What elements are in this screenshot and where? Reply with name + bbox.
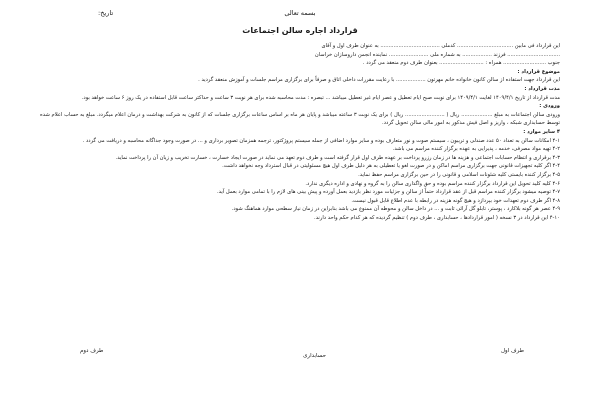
clause-item: ۴-۷ توصیه میشود برگزار کننده مراسم قبل از عقد قرارداد حتماً از سالن و جزئیات مورد نظر بازدید بعمل آورده و پیش بینی های لازم را با تمامی موارد بعمل آید.: [217, 189, 560, 196]
duration-text: مدت قرارداد از تاریخ ۱۴۰۹/۴/۱ لغایت ۱۴۰۹/۴/۱ برای نوبت صبح ایام تعطیل و عصر ایام غیر تعطیل میباشد ... تبصره : مدت محاسبه شده برای هر نوبت ۳ ساعت و حداکثر ساعت قابل استفاده در یک روز ۶ ساعت خواهد بود.: [81, 94, 560, 101]
other-heading: ۴ سایر موارد :: [523, 128, 560, 135]
entry-heading: ورودی :: [539, 103, 560, 110]
basmala: بسمه تعالی: [284, 9, 316, 17]
parties-line-3: جنوب .......................... همراه : ........................... بعنوان طرف دوم منعقد می گردد .: [362, 60, 560, 67]
parties-line-1: این قرارداد فی مابین .................................. کدملی .................................... به عنوان طرف اول و آقای: [321, 43, 560, 49]
date-label: تاریخ:: [98, 9, 114, 17]
subject-heading: موضوع قرارداد :: [517, 68, 560, 75]
parties-line-2: ................................ فرزند .................. به شماره ملی ........................ نماینده انجمن داروسازان خراسان: [314, 51, 560, 58]
clause-item: ۴-۹ عصر هر گونه بلاکارد ، پوستر، تابلو گل آرائی ثابت و ... در داخل سالن و محوطه آن ممنوع می باشد بنابراین در زمان نیاز سطحی موارد هماهنگ شود.: [231, 206, 560, 213]
duration-heading: مدت قرارداد :: [524, 85, 560, 92]
accounting-signature: حسابداری: [303, 353, 326, 359]
entry-text: ورودی سالن اجتماعات به مبلغ ................... ریال ( ........................ ریال ) برای یک نوبت ۳ ساعته میباشد و پایان هر ماه بر اساس ساعات برگزاری جلسات که از کانون به شرکت بهداشت و درمان اعلام میگردد. مبلغ به حساب اعلام شده توسط حسابداری شبکه ، واریز و اصل فیش مذکور به امور مالی سالن تحویل گردد.: [40, 111, 561, 127]
subject-text: این قرارداد جهت استفاده از سالن کانون خانواده خانم مهرتون .................. با رعایت مقررات داخلی اتاق و صرفاً برای برگزاری مراسم جلسات و آموزش منعقد گردید .: [198, 77, 560, 84]
second-party-signature: طرف دوم: [80, 348, 104, 354]
clause-item: ۴-۴ اگر کلیه تجهیزات قانونی جهت برگزاری مراسم اماکن و در صورت لغو یا تعطیلی به هر دلیل طرف اول هیچ مسئولیتی در قبال استرداد وجه نخواهد داشت.: [222, 163, 560, 170]
contract-body: [40, 42, 560, 222]
first-party-signature: طرف اول: [500, 348, 524, 354]
clause-item: ۴-۵ برگزار کننده بایستی کلیه شئونات اسلامی و قانونی را در حین برگزاری مراسم حفظ نماید.: [358, 171, 560, 178]
clause-item: ۴-۲ تهیه مواد مصرفی، خدمه ، پذیرایی به عهده برگزار کننده مراسم می باشد.: [392, 146, 560, 153]
clause-item: ۴-۸ اگر طرف دوم تعهدات خود بپردازد و هیچ گونه هزینه در رابطه با عدم اطلاع قابل قبول نیست.: [351, 197, 560, 204]
clause-item: ۴-۱ امکانات سالن به تعداد ۵۰ عدد صندلی و تریبون ، سیستم صوت و نور متعارف بوده و سایر موارد اضافی از جمله سیستم پروژکتور، ترجمه همزمان تصویر برداری و ... در صورت وجود جداگانه محاسبه و دریافت می گردد .: [82, 137, 560, 144]
clause-item: ۴-۱۰ این قرارداد در ۳ نسخه ( امور قراردادها ، حسابداری ، طرف دوم ) تنظیم گردیده که هر کدام حکم واحد دارند.: [314, 214, 560, 221]
page-title: قرارداد اجاره سالن اجتماعات: [242, 26, 358, 35]
clause-item: ۴-۶ کلیه کلید تحویل این قرارداد برگزار کننده مراسم بوده و حق واگذاری سالن را به گروه و نهادی و اداره دیگری ندارد.: [305, 180, 560, 187]
clause-item: ۴-۳ برقراری و انتظام حسابات اجتماعی و هزینه ها در زمان رزرو پرداخت بر عهده طرف اول قرار گرفته است و طرف دوم تعهد می نماید در صورت ایجاد خسارت ، خسارت تخریب و زیان آن را پرداخت نماید.: [115, 154, 560, 161]
